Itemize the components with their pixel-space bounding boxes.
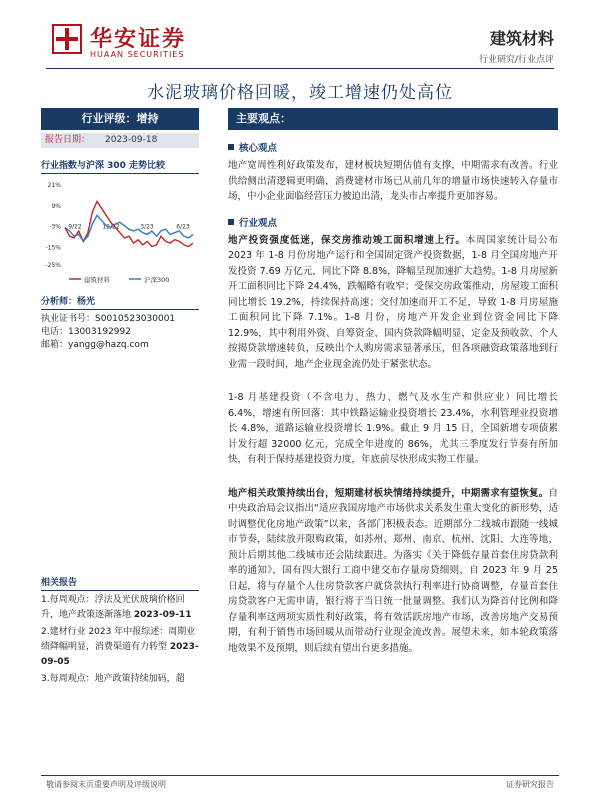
square-bullet-icon bbox=[228, 219, 234, 225]
x-tick-label: 9/22 bbox=[68, 223, 82, 231]
legend-label: 沪深300 bbox=[144, 276, 170, 284]
report-header bbox=[0, 0, 600, 70]
related-report-date: 2023-09-11 bbox=[133, 610, 192, 620]
trend-chart-svg bbox=[41, 178, 199, 288]
related-report-text: 2.建材行业 2023 年中报综述：周期业绩降幅明显，消费渠道有力转型 bbox=[41, 627, 196, 652]
y-tick-label: -15% bbox=[45, 244, 61, 252]
y-tick-label: 9% bbox=[51, 202, 61, 210]
related-report-text: 3.每周观点：地产政策持续加码，超 bbox=[41, 674, 185, 684]
left-sidebar bbox=[41, 108, 199, 352]
header-divider bbox=[46, 68, 554, 69]
related-report-item[interactable] bbox=[41, 593, 199, 623]
industry-rating: 行业评级：增持 bbox=[41, 108, 199, 130]
core-view-heading bbox=[228, 140, 558, 154]
logo-icon bbox=[52, 24, 82, 54]
related-reports bbox=[41, 575, 199, 687]
report-type: 行业研究/行业点评 bbox=[478, 55, 554, 65]
industry-view-label: 行业观点 bbox=[239, 217, 278, 229]
paragraph-lead: 地产投资强度低迷，保交房推动竣工面积增速上行。 bbox=[228, 234, 466, 246]
analyst-email[interactable]: 邮箱：yangg@hazq.com bbox=[41, 340, 149, 350]
related-report-text: 1.每周观点：浮法及光伏玻璃价格回升，地产政策逐渐落地 bbox=[41, 595, 185, 620]
footer-disclaimer: 敬请参阅末页重要声明及评级说明 bbox=[46, 780, 166, 789]
series-line-1 bbox=[65, 215, 193, 241]
y-tick-label: 21% bbox=[47, 182, 61, 189]
report-date-label: 报告日期： bbox=[45, 135, 91, 145]
paragraph-policy bbox=[228, 486, 558, 657]
core-view-text: 地产宽周性利好政策发布，建材板块短期估值有支撑，中期需求有改善。行业供给侧出清逻辑更明确，消费建材市场已从前几年的增量市场快速转入存量市场，中小企业面临经营压力被迫出清，龙头市占率提升更加容易。 bbox=[228, 160, 558, 202]
paragraph-body: 自中央政治局会议指出“适应我国房地产市场供求关系发生重大变化的新形势，适时调整优化房地产政策”以来，各部门积极表态。近期部分二线城市跟随一线城市节奏，陆续放开限购政策，如苏州、郑州、南京、杭州、沈阳、大连等地，预计后期其他二线城市还会陆续跟进。为落实《关于降低存量首套住房贷款利率的通知》，国有四大银行工商中建交布存量房贷细则，自 2023 年 9 月 25 日起，将与存量个人住房贷款客户就贷款执行利率进行协商调整，存量首套住房贷款客户无需申请，银行将于当日统一批量调整。我们认为降首付比例和降存量利率这两项实质性利好政策，将有效活跃房地产市场，改善房地产交易预期，有利于销售市场回暖从而带动行业现金流改善。展望未来，如本轮政策落地效果不及预期，则后续有望出台更多措施。 bbox=[228, 487, 558, 654]
industry-view-heading bbox=[228, 215, 558, 229]
footer-label: 证券研究报告 bbox=[506, 780, 554, 789]
index-trend-chart bbox=[41, 178, 199, 288]
chart-title: 行业指数与沪深 300 走势比较 bbox=[41, 158, 199, 174]
related-report-item[interactable] bbox=[41, 625, 199, 670]
paragraph-infrastructure: 1-8 月基建投资（不含电力、热力、燃气及水生产和供应业）同比增长 6.4%，增速有所回落：其中铁路运输业投资增长 23.4%，水利管理业投资增长 4.8%，道路运输业投资增长 1.9%。截止 9 月 15 日，全国新增专项债累计发行超 32000 亿元，完成全年进度的 86%，尤其三季度发行节奏有所加快，有利于保持基建投资力度，年底前尽快形成实物工作量。 bbox=[228, 392, 558, 465]
analyst-cert: 执业证书号：S0010523030001 bbox=[41, 314, 176, 324]
sector-name: 建筑材料 bbox=[489, 29, 554, 48]
y-tick-label: -25% bbox=[45, 262, 61, 269]
related-report-date: 2023-09-05 bbox=[41, 642, 199, 667]
analyst-name: 分析师：杨光 bbox=[41, 294, 199, 310]
legend-label: 建筑材料 bbox=[84, 276, 110, 284]
paragraph-body: 本周国家统计局公布 2023 年 1-8 月份房地产运行和全国固定资产投资数据，1-8 月全国房地产开发投资 7.69 万亿元，同比下降 8.8%，降幅呈现加速扩大趋势。1-8 月房屋新开工面积同比下降 24.4%，跌幅略有收窄；受保交房政策推动，房屋竣工面积同比增长 19.2%，持续保持高速；交付加速而开工不足，导致 1-8 月房屋施工面积同比下降 7.1%。1-8 月份，房地产开发企业到位资金同比下降 12.9%，其中利用外资、自筹资金、国内贷款降幅明显，定金及预收款、个人按揭贷款增速转负，反映出个人购房需求显著承压，但各项融资政策落地到行业需一段时间，地产企业现金流仍处于紧张状态。 bbox=[228, 234, 558, 370]
analyst-phone: 电话：13003192992 bbox=[41, 327, 131, 337]
main-points-heading: 主要观点： bbox=[228, 108, 558, 130]
main-content bbox=[228, 108, 558, 656]
report-date bbox=[41, 133, 199, 148]
x-tick-label: 12/22 bbox=[102, 223, 120, 231]
related-report-item[interactable] bbox=[41, 672, 199, 687]
logo-text: 华安证券 bbox=[90, 27, 187, 52]
paragraph-lead: 地产相关政策持续出台，短期建材板块情绪持续提升，中期需求有望恢复。 bbox=[228, 487, 549, 499]
core-view-label: 核心观点 bbox=[239, 143, 278, 154]
logo-english: HUAAN SECURITIES bbox=[90, 50, 185, 59]
footer-divider bbox=[41, 775, 559, 776]
report-date-value: 2023-09-18 bbox=[105, 135, 158, 145]
report-title: 水泥玻璃价格回暖，竣工增速仍处高位 bbox=[147, 83, 453, 103]
x-tick-label: 6/23 bbox=[176, 223, 190, 231]
x-tick-label: 3/23 bbox=[140, 223, 154, 231]
paragraph-real-estate bbox=[228, 233, 558, 373]
square-bullet-icon bbox=[228, 144, 234, 150]
related-reports-heading: 相关报告 bbox=[41, 575, 199, 591]
y-tick-label: -3% bbox=[49, 223, 61, 231]
analyst-info bbox=[41, 313, 199, 352]
